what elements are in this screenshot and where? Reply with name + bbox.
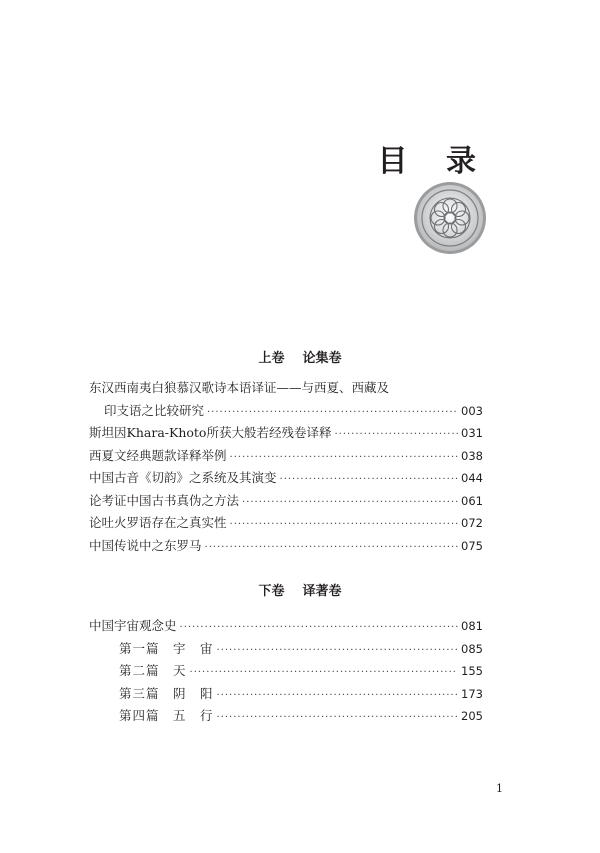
toc-entry-title: 第四篇 五 行 [119, 708, 214, 723]
toc-entry[interactable] [89, 401, 483, 424]
leader-dots [217, 712, 459, 723]
toc-entry-title: 第三篇 阴 阳 [119, 685, 214, 701]
toc-entry-title: 西夏文经典题款译释举例 [89, 447, 227, 463]
leader-dots [180, 622, 459, 633]
leader-dots [230, 452, 459, 463]
toc-entry[interactable] [89, 423, 483, 446]
lattice-flower-emblem-icon [412, 180, 488, 256]
leader-dots [280, 474, 459, 485]
toc-entry-page: 044 [461, 471, 483, 485]
toc-lower [89, 616, 483, 729]
toc-entry[interactable] [89, 491, 483, 514]
page-number: 1 [496, 782, 503, 795]
toc-entry-page: 155 [461, 664, 483, 678]
toc-entry-title: 中国宇宙观念史 [89, 618, 177, 633]
toc-entry[interactable] [89, 468, 483, 491]
section-subtitle: 论集卷 [302, 351, 342, 366]
toc-entry-page: 205 [461, 709, 483, 723]
toc-entry-title: 东汉西南夷白狼慕汉歌诗本语译证——与西夏、西藏及 [89, 380, 390, 395]
leader-dots [217, 690, 459, 701]
toc-entry-page: 173 [461, 686, 483, 701]
toc-entry-page: 038 [461, 448, 483, 463]
toc-entry-title: 中国传说中之东罗马 [89, 537, 202, 553]
leader-dots [217, 645, 459, 656]
section-subtitle: 译著卷 [302, 584, 342, 599]
section-label: 下卷 [258, 584, 285, 599]
toc-entry[interactable] [89, 639, 483, 662]
toc-entry-page: 003 [461, 403, 483, 418]
toc-entry[interactable] [89, 706, 483, 729]
toc-entry-title: 论吐火罗语存在之真实性 [89, 515, 227, 530]
leader-dots [334, 429, 458, 440]
toc-entry-page: 085 [461, 641, 483, 656]
toc-upper [89, 378, 483, 558]
toc-entry[interactable] [89, 684, 483, 707]
toc-entry-page: 031 [461, 426, 483, 440]
section-heading-lower [0, 580, 600, 599]
toc-entry-title: 论考证中国古书真伪之方法 [89, 492, 240, 508]
section-label: 上卷 [258, 351, 285, 366]
toc-entry-title: 第一篇 宇 宙 [119, 640, 214, 656]
toc-entry-title: 斯坦因Khara-Khoto所获大般若经残卷译释 [89, 425, 332, 440]
toc-entry-page: 072 [461, 516, 483, 530]
toc-entry[interactable] [89, 616, 483, 639]
leader-dots [190, 667, 459, 678]
toc-entry[interactable] [89, 536, 483, 559]
toc-entry-title: 印支语之比较研究 [104, 402, 205, 418]
toc-entry-page: 081 [461, 619, 483, 633]
leader-dots [207, 407, 458, 418]
toc-entry[interactable] [89, 661, 483, 684]
page-title: 目 录 [377, 144, 490, 179]
toc-entry-title: 中国古音《切韵》之系统及其演变 [89, 470, 277, 485]
toc-entry-title: 第二篇 天 [119, 663, 187, 678]
leader-dots [205, 542, 459, 553]
leader-dots [230, 519, 459, 530]
toc-entry-page: 061 [461, 493, 483, 508]
toc-entry[interactable] [89, 446, 483, 469]
section-heading-upper [0, 347, 600, 366]
toc-entry[interactable] [89, 378, 483, 401]
leader-dots [242, 497, 458, 508]
toc-entry-page: 075 [461, 538, 483, 553]
toc-entry[interactable] [89, 513, 483, 536]
